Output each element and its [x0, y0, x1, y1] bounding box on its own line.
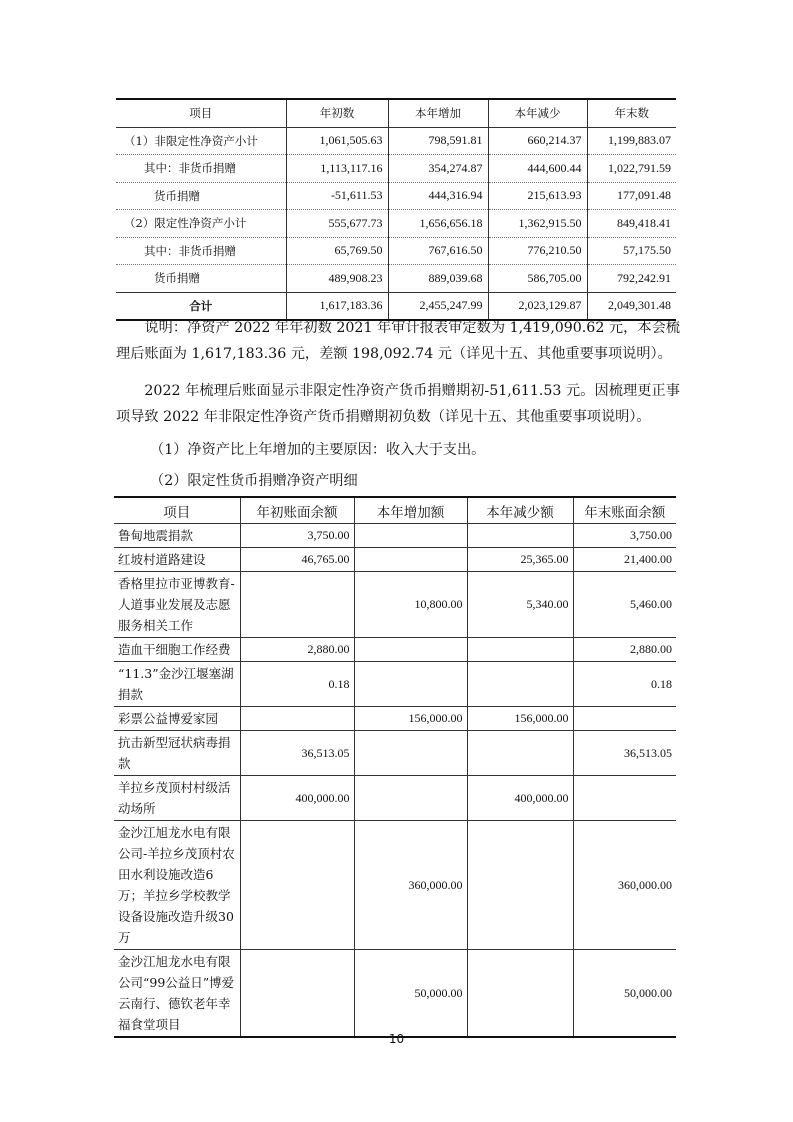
- row-label: 货币捐赠: [116, 182, 286, 210]
- cell-value: [467, 821, 573, 950]
- cell-value: [467, 731, 573, 776]
- cell-value: [354, 731, 467, 776]
- cell-value: 177,091.48: [587, 182, 676, 210]
- row-label: （1）非限定性净资产小计: [116, 127, 286, 155]
- table-row: [114, 572, 676, 638]
- cell-value: [467, 950, 573, 1038]
- cell-value: 1,061,505.63: [286, 127, 388, 155]
- cell-value: 444,316.94: [388, 182, 488, 210]
- column-header: 年初数: [286, 99, 388, 127]
- cell-value: 0.18: [240, 662, 354, 707]
- row-label: 其中：非货币捐赠: [116, 155, 286, 183]
- cell-value: 767,616.50: [388, 237, 488, 265]
- cell-value: 50,000.00: [573, 950, 676, 1038]
- cell-value: 1,113,117.16: [286, 155, 388, 183]
- restricted-donation-detail-table: [114, 496, 676, 1038]
- cell-value: [240, 707, 354, 731]
- table-row: [116, 182, 676, 210]
- cell-value: [240, 572, 354, 638]
- cell-value: [467, 638, 573, 662]
- cell-value: 36,513.05: [240, 731, 354, 776]
- page-number: 10: [388, 1032, 405, 1046]
- table-row: [114, 731, 676, 776]
- cell-value: 2,880.00: [573, 638, 676, 662]
- cell-value: 2,455,247.99: [388, 292, 488, 320]
- cell-value: [467, 524, 573, 548]
- cell-value: 792,242.91: [587, 265, 676, 293]
- cell-value: 1,022,791.59: [587, 155, 676, 183]
- item-name: 羊拉乡茂顶村村级活动场所: [114, 776, 240, 821]
- cell-value: -51,611.53: [286, 182, 388, 210]
- item-name: 抗击新型冠状病毒捐款: [114, 731, 240, 776]
- item-name: 金沙江旭龙水电有限公司-羊拉乡茂顶村农田水利设施改造6万；羊拉乡学校教学设备设施改造升级30万: [114, 821, 240, 950]
- table-row: [116, 127, 676, 155]
- column-header: 本年增加: [388, 99, 488, 127]
- column-header: 年末账面余额: [573, 497, 676, 524]
- cell-value: 3,750.00: [240, 524, 354, 548]
- cell-value: 444,600.44: [488, 155, 587, 183]
- cell-value: [354, 548, 467, 572]
- cell-value: 5,460.00: [573, 572, 676, 638]
- cell-value: 1,617,183.36: [286, 292, 388, 320]
- cell-value: 660,214.37: [488, 127, 587, 155]
- cell-value: 2,023,129.87: [488, 292, 587, 320]
- table-row: [114, 548, 676, 572]
- row-label: 其中：非货币捐赠: [116, 237, 286, 265]
- cell-value: 215,613.93: [488, 182, 587, 210]
- explanation-paragraph: 2022 年梳理后账面显示非限定性净资产货币捐赠期初-51,611.53 元。因梳理更正事项导致 2022 年非限定性净资产货币捐赠期初负数（详见十五、其他重要事项说明）。: [116, 383, 680, 425]
- item-name: 鲁甸地震捐款: [114, 524, 240, 548]
- table-row: [114, 638, 676, 662]
- cell-value: 586,705.00: [488, 265, 587, 293]
- cell-value: [573, 707, 676, 731]
- cell-value: 2,049,301.48: [587, 292, 676, 320]
- row-label: 货币捐赠: [116, 265, 286, 293]
- net-assets-summary-table: [116, 98, 676, 321]
- column-header: 年初账面余额: [240, 497, 354, 524]
- cell-value: 889,039.68: [388, 265, 488, 293]
- section-heading: （2）限定性货币捐赠净资产明细: [150, 473, 358, 489]
- explanation-paragraph: 说明：净资产 2022 年年初数 2021 年审计报表审定数为 1,419,090.62 元，本会梳理后账面为 1,617,183.36 元，差额 198,092.74 元（详见十五、其他重要事项说明）。: [116, 320, 680, 362]
- cell-value: 25,365.00: [467, 548, 573, 572]
- cell-value: 360,000.00: [354, 821, 467, 950]
- cell-value: [240, 821, 354, 950]
- cell-value: 46,765.00: [240, 548, 354, 572]
- table-row: [116, 237, 676, 265]
- cell-value: 849,418.41: [587, 210, 676, 238]
- cell-value: 798,591.81: [388, 127, 488, 155]
- cell-value: 360,000.00: [573, 821, 676, 950]
- column-header: 本年减少额: [467, 497, 573, 524]
- table-row: [116, 155, 676, 183]
- column-header: 年末数: [587, 99, 676, 127]
- table-row: [114, 821, 676, 950]
- reason-note: （1）净资产比上年增加的主要原因：收入大于支出。: [150, 442, 486, 458]
- cell-value: 1,362,915.50: [488, 210, 587, 238]
- cell-value: 776,210.50: [488, 237, 587, 265]
- cell-value: 555,677.73: [286, 210, 388, 238]
- table-row: [114, 707, 676, 731]
- cell-value: [354, 776, 467, 821]
- cell-value: 3,750.00: [573, 524, 676, 548]
- cell-value: 65,769.50: [286, 237, 388, 265]
- cell-value: 156,000.00: [467, 707, 573, 731]
- item-name: 红坡村道路建设: [114, 548, 240, 572]
- cell-value: 156,000.00: [354, 707, 467, 731]
- cell-value: 400,000.00: [467, 776, 573, 821]
- cell-value: [354, 524, 467, 548]
- cell-value: [354, 638, 467, 662]
- cell-value: 1,656,656.18: [388, 210, 488, 238]
- total-label: 合计: [116, 292, 286, 320]
- item-name: 金沙江旭龙水电有限公司“99公益日”博爱云南行、德钦老年幸福食堂项目: [114, 950, 240, 1038]
- cell-value: 400,000.00: [240, 776, 354, 821]
- column-header: 项目: [114, 497, 240, 524]
- table-row: [114, 776, 676, 821]
- cell-value: [467, 662, 573, 707]
- column-header: 本年减少: [488, 99, 587, 127]
- table-row: [114, 662, 676, 707]
- cell-value: 0.18: [573, 662, 676, 707]
- table-header-row: [114, 497, 676, 524]
- column-header: 本年增加额: [354, 497, 467, 524]
- cell-value: 489,908.23: [286, 265, 388, 293]
- cell-value: 21,400.00: [573, 548, 676, 572]
- column-header: 项目: [116, 99, 286, 127]
- cell-value: 5,340.00: [467, 572, 573, 638]
- cell-value: 57,175.50: [587, 237, 676, 265]
- table-row: [116, 210, 676, 238]
- cell-value: 36,513.05: [573, 731, 676, 776]
- cell-value: [240, 950, 354, 1038]
- cell-value: [573, 776, 676, 821]
- item-name: “11.3”金沙江堰塞湖捐款: [114, 662, 240, 707]
- cell-value: 354,274.87: [388, 155, 488, 183]
- cell-value: 50,000.00: [354, 950, 467, 1038]
- row-label: （2）限定性净资产小计: [116, 210, 286, 238]
- cell-value: [354, 662, 467, 707]
- item-name: 彩票公益博爱家园: [114, 707, 240, 731]
- table-row: [116, 265, 676, 293]
- item-name: 香格里拉市亚博教育-人道事业发展及志愿服务相关工作: [114, 572, 240, 638]
- item-name: 造血干细胞工作经费: [114, 638, 240, 662]
- cell-value: 1,199,883.07: [587, 127, 676, 155]
- table-header-row: [116, 99, 676, 127]
- cell-value: 10,800.00: [354, 572, 467, 638]
- cell-value: 2,880.00: [240, 638, 354, 662]
- table-row: [114, 524, 676, 548]
- table-row: [114, 950, 676, 1038]
